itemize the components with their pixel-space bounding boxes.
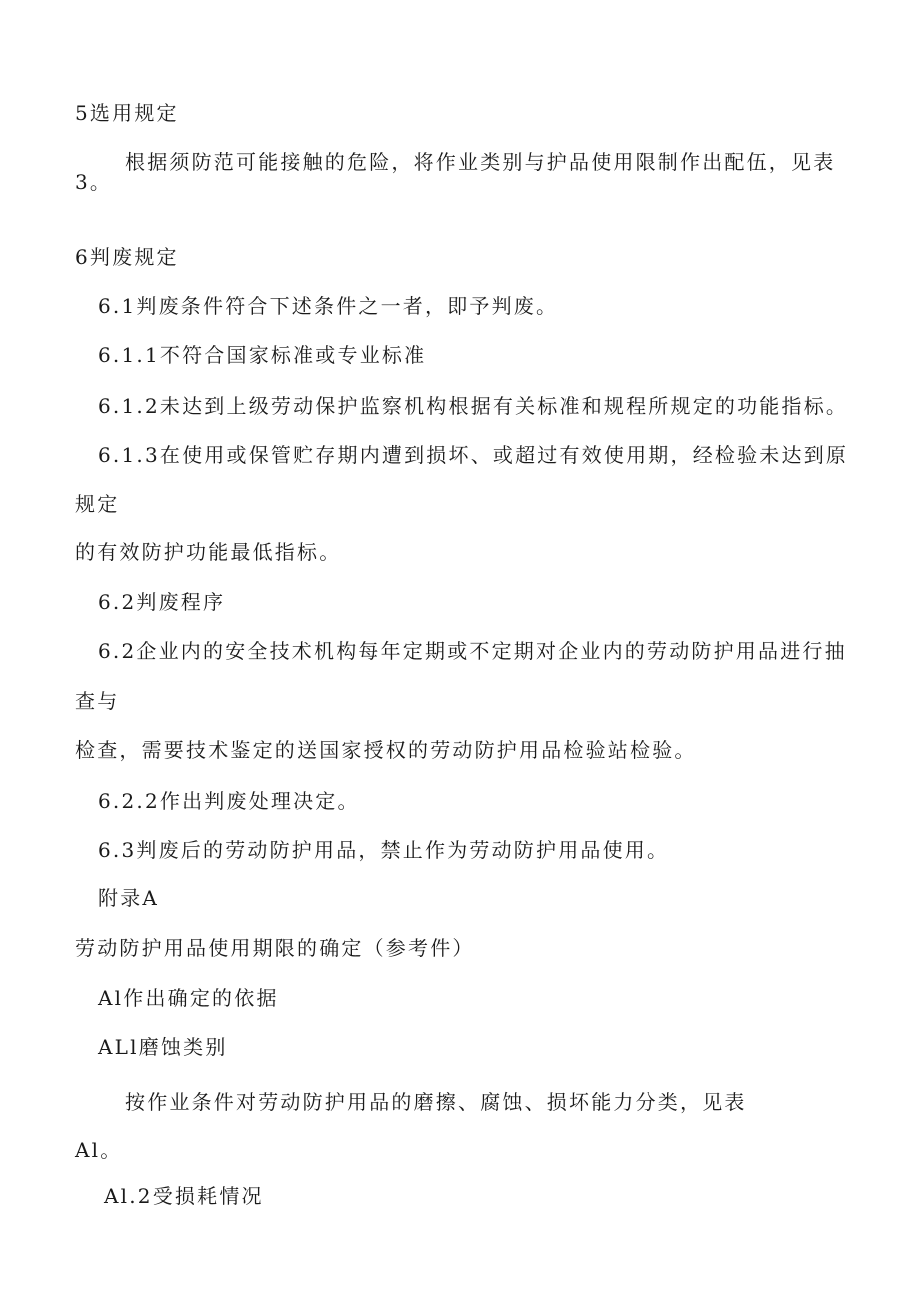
appendix-a-title: 劳动防护用品使用期限的确定（参考件） xyxy=(75,936,475,960)
clause-6-1-1: 6.1.1不符合国家标准或专业标准 xyxy=(98,343,427,367)
clause-6-1-3-end: 的有效防护功能最低指标。 xyxy=(75,540,342,564)
section-5-heading: 5选用规定 xyxy=(75,101,179,125)
clause-6-1: 6.1判废条件符合下述条件之一者，即予判废。 xyxy=(98,294,559,318)
clause-6-2-end: 检查，需要技术鉴定的送国家授权的劳动防护用品检验站检验。 xyxy=(75,738,697,762)
section-6-heading: 6判废规定 xyxy=(75,245,179,269)
clause-a1-1-paragraph: 按作业条件对劳动防护用品的磨擦、腐蚀、损坏能力分类，见表 xyxy=(125,1090,747,1114)
clause-6-2-heading: 6.2判废程序 xyxy=(98,590,226,614)
appendix-a-heading: 附录A xyxy=(98,886,160,910)
clause-6-2-continued: 查与 xyxy=(75,689,120,713)
section-5-paragraph-continued: 3。 xyxy=(75,170,113,194)
clause-6-2: 6.2企业内的安全技术机构每年定期或不定期对企业内的劳动防护用品进行抽 xyxy=(98,639,847,663)
clause-a1-1-paragraph-continued: Al。 xyxy=(75,1138,123,1162)
clause-a1: Al作出确定的依据 xyxy=(98,986,279,1010)
clause-6-2-2: 6.2.2作出判废处理决定。 xyxy=(98,789,360,813)
clause-6-1-3-continued: 规定 xyxy=(75,492,120,516)
clause-6-3: 6.3判废后的劳动防护用品，禁止作为劳动防护用品使用。 xyxy=(98,838,670,862)
clause-6-1-3: 6.1.3在使用或保管贮存期内遭到损坏、或超过有效使用期，经检验未达到原 xyxy=(98,443,849,467)
clause-a1-2: Al.2受损耗情况 xyxy=(104,1184,264,1208)
section-5-paragraph: 根据须防范可能接触的危险，将作业类别与护品使用限制作出配伍，见表 xyxy=(125,150,836,174)
clause-6-1-2: 6.1.2未达到上级劳动保护监察机构根据有关标准和规程所规定的功能指标。 xyxy=(98,394,849,418)
clause-a1-1: ALl磨蚀类别 xyxy=(98,1035,228,1059)
